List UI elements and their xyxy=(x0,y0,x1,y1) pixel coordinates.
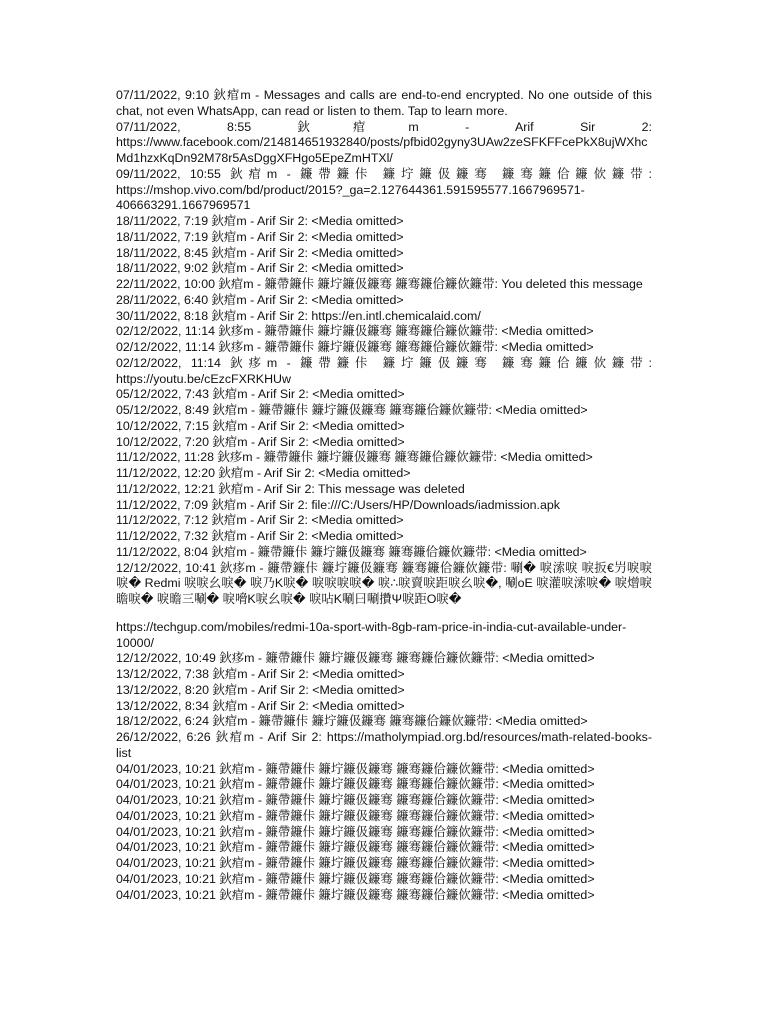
chat-line: 04/01/2023, 10:21 鈥痯m - 鐮帶鐮佧 鐮坾鐮伋鐮骞 鐮骞鐮佮鐮佽鐮带: <Media omitted> xyxy=(116,840,595,855)
chat-line: 07/11/2022, 8:55 鈥痯m - Arif Sir 2: https://www.facebook.com/214814651932840/posts/pfbid02gyny3UAw2zeSFKFFcePkX8ujWXhcMd1hzxKqDn92M78r5AsDggXFHgo5EpeZmHTXl/ xyxy=(116,119,656,165)
chat-line: 13/12/2022, 7:38 鈥痯m - Arif Sir 2: <Media omitted> xyxy=(116,667,405,681)
chat-line: 07/11/2022, 9:10 鈥痯m - Messages and calls are end-to-end encrypted. No one outside of this chat, not even WhatsApp, can read or listen to them. Tap to learn more. xyxy=(116,88,656,118)
chat-line: 13/12/2022, 8:20 鈥痯m - Arif Sir 2: <Media omitted> xyxy=(116,682,405,697)
chat-line: 04/01/2023, 10:21 鈥痯m - 鐮帶鐮佧 鐮坾鐮伋鐮骞 鐮骞鐮佮鐮佽鐮带: <Media omitted> xyxy=(116,808,595,823)
chat-line: 04/01/2023, 10:21 鈥痯m - 鐮帶鐮佧 鐮坾鐮伋鐮骞 鐮骞鐮佮鐮佽鐮带: <Media omitted> xyxy=(116,761,595,776)
chat-line: 02/12/2022, 11:14 鈥痑m - 鐮帶鐮佧 鐮坾鐮伋鐮骞 鐮骞鐮佮鐮佽鐮带: https://youtu.be/cEzcFXRKHUw xyxy=(116,355,656,386)
chat-line: 18/11/2022, 8:45 鈥痯m - Arif Sir 2: <Media omitted> xyxy=(116,245,404,260)
chat-line: 05/12/2022, 7:43 鈥痯m - Arif Sir 2: <Media omitted> xyxy=(116,387,405,402)
chat-line: 04/01/2023, 10:21 鈥痯m - 鐮帶鐮佧 鐮坾鐮伋鐮骞 鐮骞鐮佮鐮佽鐮带: <Media omitted> xyxy=(116,887,595,902)
chat-line: 04/01/2023, 10:21 鈥痯m - 鐮帶鐮佧 鐮坾鐮伋鐮骞 鐮骞鐮佮鐮佽鐮带: <Media omitted> xyxy=(116,777,595,792)
chat-line: 11/12/2022, 11:28 鈥痑m - 鐮帶鐮佧 鐮坾鐮伋鐮骞 鐮骞鐮佮鐮佽鐮带: <Media omitted> xyxy=(116,450,593,465)
chat-line: 26/12/2022, 6:26 鈥痯m - Arif Sir 2: https://matholympiad.org.bd/resources/math-related-books-list xyxy=(116,730,652,760)
chat-line: 05/12/2022, 8:49 鈥痯m - 鐮帶鐮佧 鐮坾鐮伋鐮骞 鐮骞鐮佮鐮佽鐮带: <Media omitted> xyxy=(116,403,588,417)
chat-line: 11/12/2022, 7:12 鈥痯m - Arif Sir 2: <Media omitted> xyxy=(116,513,404,528)
chat-line: 11/12/2022, 7:09 鈥痯m - Arif Sir 2: file:///C:/Users/HP/Downloads/iadmission.apk xyxy=(116,497,560,512)
chat-line: 10/12/2022, 7:15 鈥痯m - Arif Sir 2: <Media omitted> xyxy=(116,418,405,433)
chat-line: 18/11/2022, 9:02 鈥痯m - Arif Sir 2: <Media omitted> xyxy=(116,261,404,276)
chat-line: 11/12/2022, 12:20 鈥痯m - Arif Sir 2: <Media omitted> xyxy=(116,466,411,480)
chat-line: 28/11/2022, 6:40 鈥痯m - Arif Sir 2: <Media omitted> xyxy=(116,292,404,307)
chat-line: 13/12/2022, 8:34 鈥痯m - Arif Sir 2: <Media omitted> xyxy=(116,698,405,713)
chat-line: 02/12/2022, 11:14 鈥痑m - 鐮帶鐮佧 鐮坾鐮伋鐮骞 鐮骞鐮佮鐮佽鐮带: <Media omitted> xyxy=(116,324,594,339)
chat-line: 11/12/2022, 8:04 鈥痯m - 鐮帶鐮佧 鐮坾鐮伋鐮骞 鐮骞鐮佮鐮佽鐮带: <Media omitted> xyxy=(116,544,587,559)
chat-line: 10/12/2022, 7:20 鈥痯m - Arif Sir 2: <Media omitted> xyxy=(116,434,405,449)
chat-line: 11/12/2022, 7:32 鈥痯m - Arif Sir 2: <Media omitted> xyxy=(116,529,404,543)
chat-line: 04/01/2023, 10:21 鈥痯m - 鐮帶鐮佧 鐮坾鐮伋鐮骞 鐮骞鐮佮鐮佽鐮带: <Media omitted> xyxy=(116,871,595,886)
chat-line: 30/11/2022, 8:18 鈥痯m - Arif Sir 2: https://en.intl.chemicalaid.com/ xyxy=(116,308,481,323)
blank-line xyxy=(116,608,652,620)
chat-line: 04/01/2023, 10:21 鈥痯m - 鐮帶鐮佧 鐮坾鐮伋鐮骞 鐮骞鐮佮鐮佽鐮带: <Media omitted> xyxy=(116,824,595,839)
chat-line: 02/12/2022, 11:14 鈥痑m - 鐮帶鐮佧 鐮坾鐮伋鐮骞 鐮骞鐮佮鐮佽鐮带: <Media omitted> xyxy=(116,340,594,354)
chat-line: 04/01/2023, 10:21 鈥痯m - 鐮帶鐮佧 鐮坾鐮伋鐮骞 鐮骞鐮佮鐮佽鐮带: <Media omitted> xyxy=(116,793,595,807)
chat-line: 09/11/2022, 10:55 鈥痯m - 鐮帶鐮佧 鐮坾鐮伋鐮骞 鐮骞鐮佮鐮佽鐮带: https://mshop.vivo.com/bd/product/2015?_ga=2.127644361.591595577.1667969571-406663291.1667969571 xyxy=(116,166,656,213)
chat-line: 18/12/2022, 6:24 鈥痯m - 鐮帶鐮佧 鐮坾鐮伋鐮骞 鐮骞鐮佮鐮佽鐮带: <Media omitted> xyxy=(116,714,588,729)
chat-export-text xyxy=(116,88,656,903)
chat-line: 12/12/2022, 10:41 鈥痑m - 鐮帶鐮佧 鐮坾鐮伋鐮骞 鐮骞鐮佮鐮佽鐮带: 唰� 唳溹唳 唳扳€屶唳唳唳� Redmi 唳唳幺唳� 唳乃K唳� 唳唳唳唳� 唳∴唳賣唳距唳幺唳�, 唰oE 唳灌唳溹唳� 唳熷唳曕唳� 唳曕三唰� 唳嗋K唳幺唳� 唳呫K唰曰唰攢Ψ唳距O唳� xyxy=(116,560,652,606)
chat-line: 04/01/2023, 10:21 鈥痯m - 鐮帶鐮佧 鐮坾鐮伋鐮骞 鐮骞鐮佮鐮佽鐮带: <Media omitted> xyxy=(116,856,595,870)
chat-line-link: https://techgup.com/mobiles/redmi-10a-sport-with-8gb-ram-price-in-india-cut-available-under-10000/ xyxy=(116,619,627,650)
chat-line: 11/12/2022, 12:21 鈥痯m - Arif Sir 2: This message was deleted xyxy=(116,481,465,496)
chat-line: 18/11/2022, 7:19 鈥痯m - Arif Sir 2: <Media omitted> xyxy=(116,229,404,244)
chat-line: 18/11/2022, 7:19 鈥痯m - Arif Sir 2: <Media omitted> xyxy=(116,214,404,228)
chat-line: 12/12/2022, 10:49 鈥痑m - 鐮帶鐮佧 鐮坾鐮伋鐮骞 鐮骞鐮佮鐮佽鐮带: <Media omitted> xyxy=(116,651,595,666)
chat-line: 22/11/2022, 10:00 鈥痯m - 鐮帶鐮佧 鐮坾鐮伋鐮骞 鐮骞鐮佮鐮佽鐮带: You deleted this message xyxy=(116,277,643,291)
